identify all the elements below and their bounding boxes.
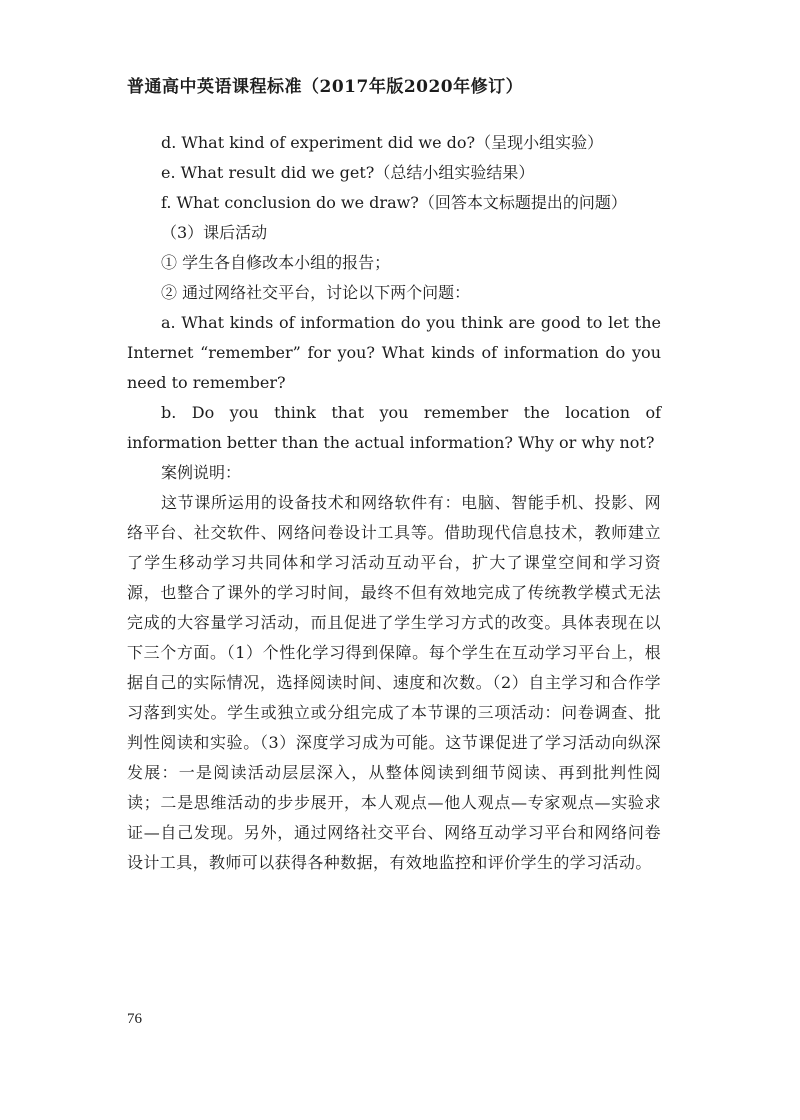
after-class-heading: （3）课后活动	[161, 223, 268, 242]
discussion-question-a: a. What kinds of information do you think are good to let the Internet “remember” for you? What kinds of information do you need to remember?	[127, 313, 661, 392]
case-note-body: 这节课所运用的设备技术和网络软件有：电脑、智能手机、投影、网络平台、社交软件、网络问卷设计工具等。借助现代信息技术，教师建立了学生移动学习共同体和学习活动互动平台，扩大了课堂空间和学习资源，也整合了课外的学习时间，最终不但有效地完成了传统教学模式无法完成的大容量学习活动，而且促进了学生学习方式的改变。具体表现在以下三个方面。（1）个性化学习得到保障。每个学生在互动学习平台上，根据自己的实际情况，选择阅读时间、速度和次数。（2）自主学习和合作学习落到实处。学生或独立或分组完成了本节课的三项活动：问卷调查、批判性阅读和实验。（3）深度学习成为可能。这节课促进了学习活动向纵深发展：一是阅读活动层层深入，从整体阅读到细节阅读、再到批判性阅读；二是思维活动的步步展开，本人观点—他人观点—专家观点—实验求证—自己发现。另外，通过网络社交平台、网络互动学习平台和网络问卷设计工具，教师可以获得各种数据，有效地监控和评价学生的学习活动。	[127, 493, 661, 872]
question-d: d. What kind of experiment did we do?（呈现小组实验）	[161, 133, 604, 152]
discussion-question-b: b. Do you think that you remember the location of information better than the actual information? Why or why not?	[127, 403, 661, 452]
after-class-item-2: ② 通过网络社交平台，讨论以下两个问题：	[161, 283, 471, 302]
case-note-label: 案例说明：	[161, 463, 242, 482]
after-class-item-1: ① 学生各自修改本小组的报告；	[161, 253, 391, 272]
page-content	[127, 128, 661, 878]
page-header-title: 普通高中英语课程标准（2017年版2020年修订）	[127, 77, 524, 97]
question-e: e. What result did we get?（总结小组实验结果）	[161, 163, 535, 182]
question-f: f. What conclusion do we draw?（回答本文标题提出的问题）	[161, 193, 627, 212]
page-number: 76	[127, 1011, 142, 1027]
